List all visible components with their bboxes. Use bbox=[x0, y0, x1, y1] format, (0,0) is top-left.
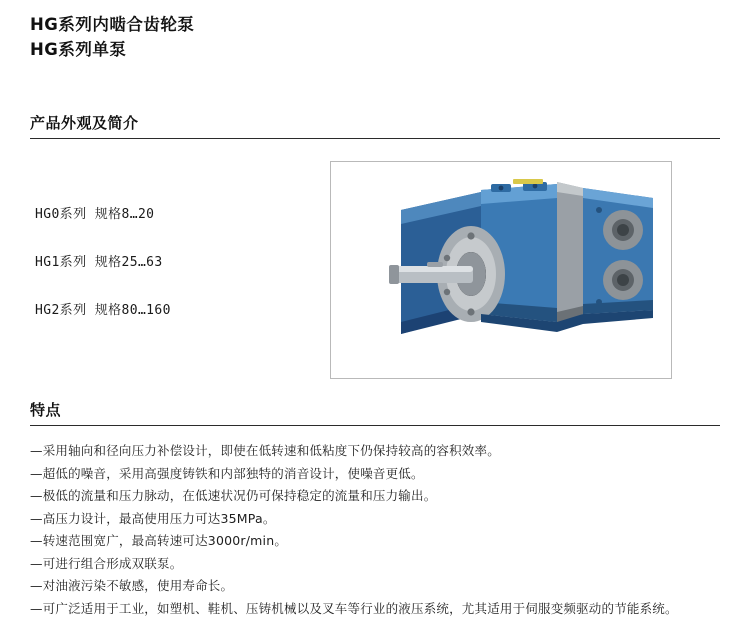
specification-list bbox=[30, 161, 330, 350]
list-item: —高压力设计，最高使用压力可达35MPa。 bbox=[30, 508, 720, 531]
section-product-overview bbox=[30, 112, 720, 379]
list-item: —对油液污染不敏感，使用寿命长。 bbox=[30, 575, 720, 598]
section-heading-product-overview: 产品外观及简介 bbox=[30, 112, 720, 138]
list-item: —转速范围宽广，最高转速可达3000r/min。 bbox=[30, 530, 720, 553]
list-item: —超低的噪音，采用高强度铸铁和内部独特的消音设计，使噪音更低。 bbox=[30, 463, 720, 486]
list-item: HG0系列 规格8…20 bbox=[35, 206, 330, 224]
document-title-line-1: HG系列内啮合齿轮泵 bbox=[30, 12, 720, 37]
feature-list bbox=[30, 440, 720, 620]
section-heading-features: 特点 bbox=[30, 399, 720, 425]
document-title bbox=[30, 0, 720, 62]
product-image-frame bbox=[330, 161, 672, 379]
list-item: —可进行组合形成双联泵。 bbox=[30, 553, 720, 576]
product-overview-body bbox=[30, 161, 720, 379]
section-divider-product-overview bbox=[30, 138, 720, 139]
hydraulic-gear-pump-photo bbox=[331, 162, 671, 378]
list-item: —采用轴向和径向压力补偿设计，即使在低转速和低粘度下仍保持较高的容积效率。 bbox=[30, 440, 720, 463]
section-features bbox=[30, 399, 720, 620]
document-title-line-2: HG系列单泵 bbox=[30, 37, 720, 62]
list-item: —极低的流量和压力脉动，在低速状况仍可保持稳定的流量和压力输出。 bbox=[30, 485, 720, 508]
section-divider-features bbox=[30, 425, 720, 426]
list-item: —可广泛适用于工业，如塑机、鞋机、压铸机械以及叉车等行业的液压系统，尤其适用于伺服变频驱动的节能系统。 bbox=[30, 598, 720, 620]
list-item: HG2系列 规格80…160 bbox=[35, 302, 330, 320]
list-item: HG1系列 规格25…63 bbox=[35, 254, 330, 272]
